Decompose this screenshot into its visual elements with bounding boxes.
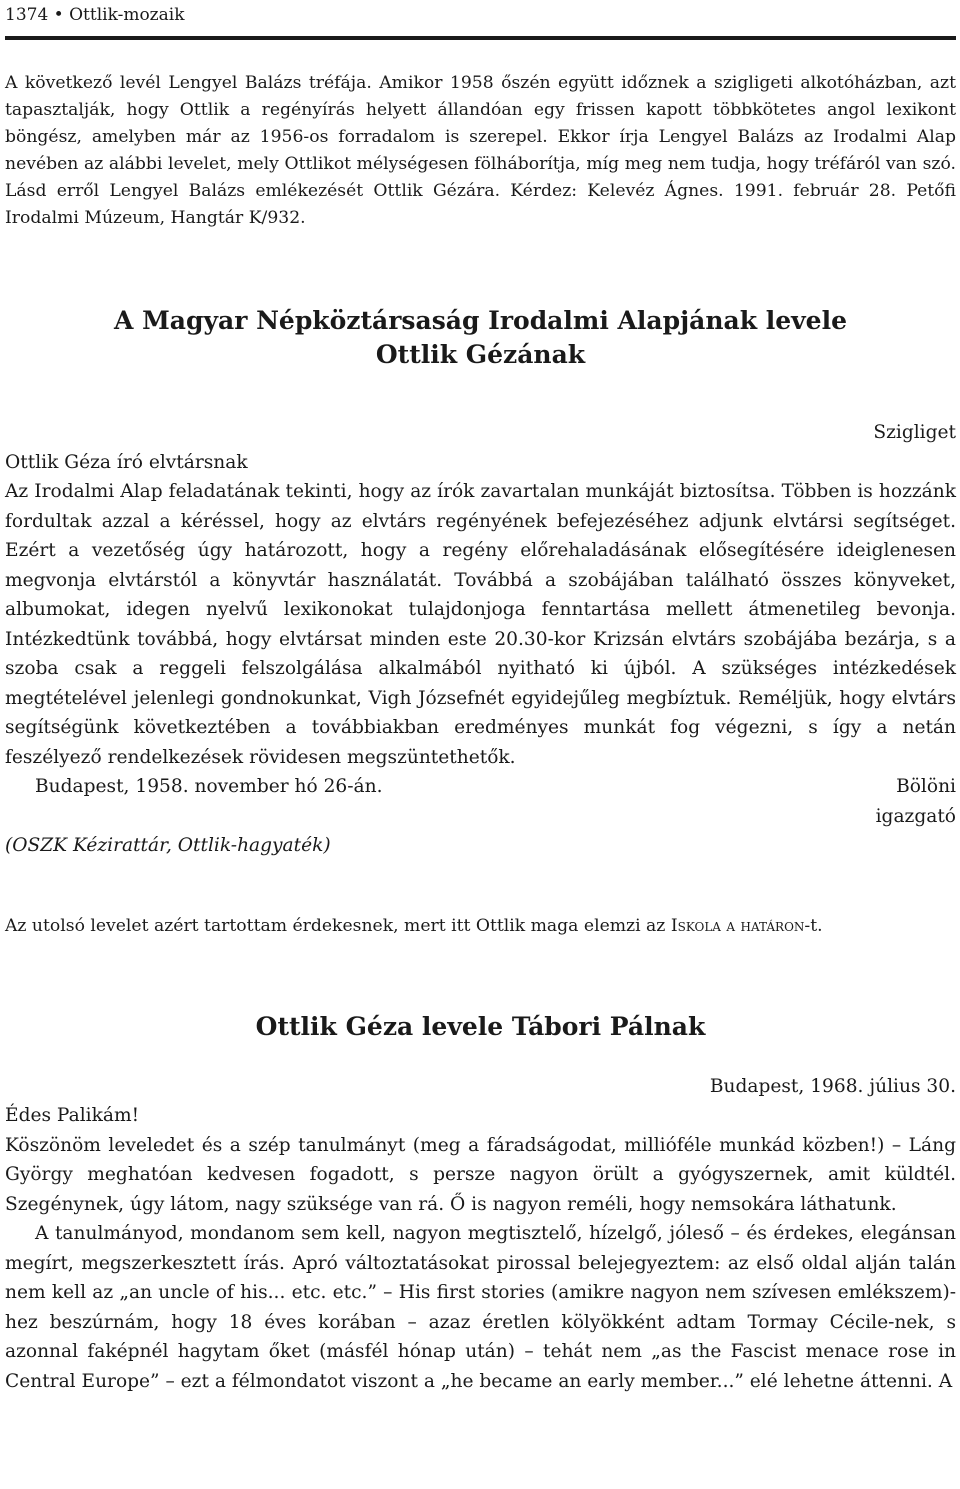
- intro-paragraph: A következő levél Lengyel Balázs tréfája. Amikor 1958 őszén együtt időznek a szigligeti alkotóházban, azt tapasztalják, hogy Ottlik a regényírás helyett állandóan egy frissen kapott többkötetes angol lexikont böngész, amelyben már az 1956-os forradalom is szerepel. Ekkor írja Lengyel Balázs az Irodalmi Alap nevében az alábbi levelet, mely Ottlikot mélységesen fölháborítja, míg meg nem tudja, hogy tréfáról van szó. Lásd erről Lengyel Balázs emlékezését Ottlik Gézára. Kérdez: Kelevéz Ágnes. 1991. február 28. Petőfi Irodalmi Múzeum, Hangtár K/932.: [5, 73, 956, 228]
- letter2-paragraph-2: A tanulmányod, mondanom sem kell, nagyon megtisztelő, hízelgő, jóleső – és érdekes, elegánsan megírt, megszerkesztett írás. Apró változtatásokat pirossal belejegyeztem: az első oldal alján talán nem kell az „an uncle of his... etc. etc.” – His first stories (amikre nagyon nem szívesen emlékszem)-hez beszúrnám, hogy 18 éves korában – azaz éretlen kölyökként adtam Tormay Cécile-nek, s azonnal faképnél hagytam őket (másfél hónap után) – tehát nem „as the Fascist menace rose in Central Europe” – ezt a félmondatot viszont a „he became an early member...” elé lehetne áttenni. A: [5, 1223, 956, 1392]
- letter1-place: Szigliget: [873, 422, 956, 443]
- letter1-signer-title: igazgató: [875, 805, 956, 827]
- note-text-after: -t.: [804, 915, 823, 936]
- letter1-source: (OSZK Kézirattár, Ottlik-hagyaték): [5, 835, 331, 856]
- letter1-date: Budapest, 1958. november hó 26-án.: [35, 776, 383, 797]
- header-rule: [5, 36, 956, 40]
- note-paragraph: [5, 913, 956, 940]
- letter2-date: Budapest, 1968. július 30.: [709, 1075, 956, 1097]
- note-text-before: Az utolsó levelet azért tartottam érdekesnek, mert itt Ottlik maga elemzi az: [5, 915, 671, 936]
- letter1-signature-row: [5, 772, 956, 802]
- note-book-title: Iskola a határon: [670, 915, 805, 936]
- running-head: 1374 • Ottlik-mozaik: [5, 5, 185, 25]
- letter1-title-line1: A Magyar Népköztársaság Irodalmi Alapjának levele: [114, 306, 847, 335]
- letter2-paragraph-1: Köszönöm leveledet és a szép tanulmányt (meg a fáradságodat, millióféle munkád közben!) – Láng György meghatóan kedvesen fogadott, s persze nagyon örült a gyógyszernek, amit küldtél. Szegénynek, úgy látom, nagy szüksége van rá. Ő is nagyon reméli, hogy nemsokára láthatunk.: [5, 1134, 956, 1215]
- letter1-signer: Bölöni: [896, 776, 956, 797]
- letter1-body: Az Irodalmi Alap feladatának tekinti, hogy az írók zavartalan munkáját biztosítsa. Többen is hozzánk fordultak azzal a kéréssel, hogy az elvtárs regényének befejezéséhez adjunk elvtársi segítséget. Ezért a vezetőség úgy határozott, hogy a regény előrehaladásának elősegítésére ideiglenesen megvonja elvtárstól a könyvtár használatát. Továbbá a szobájában található összes könyveket, albumokat, idegen nyelvű lexikonokat tulajdonjoga fenntartása mellett átmenetileg bevonja. Intézkedtünk továbbá, hogy elvtársat minden este 20.30-kor Krizsán elvtárs szobájába bezárja, s a szoba csak a reggeli felszolgálása alkalmából nyitható ki újból. A szükséges intézkedések megtételével jelenlegi gondnokunkat, Vigh Józsefnét egyidejűleg megbíztuk. Reméljük, hogy elvtárs segítségünk következtében a továbbiakban eredményes munkát fog végezni, s így a netán feszélyező rendelkezések rövidesen megszüntethetők.: [5, 481, 956, 768]
- letter1-addressee: Ottlik Géza író elvtársnak: [5, 451, 248, 473]
- letter1-title-line2: Ottlik Gézának: [375, 340, 586, 369]
- letter2-title: Ottlik Géza levele Tábori Pálnak: [255, 1011, 706, 1041]
- letter1-title: [5, 304, 956, 372]
- letter2-salutation: Édes Palikám!: [5, 1105, 140, 1126]
